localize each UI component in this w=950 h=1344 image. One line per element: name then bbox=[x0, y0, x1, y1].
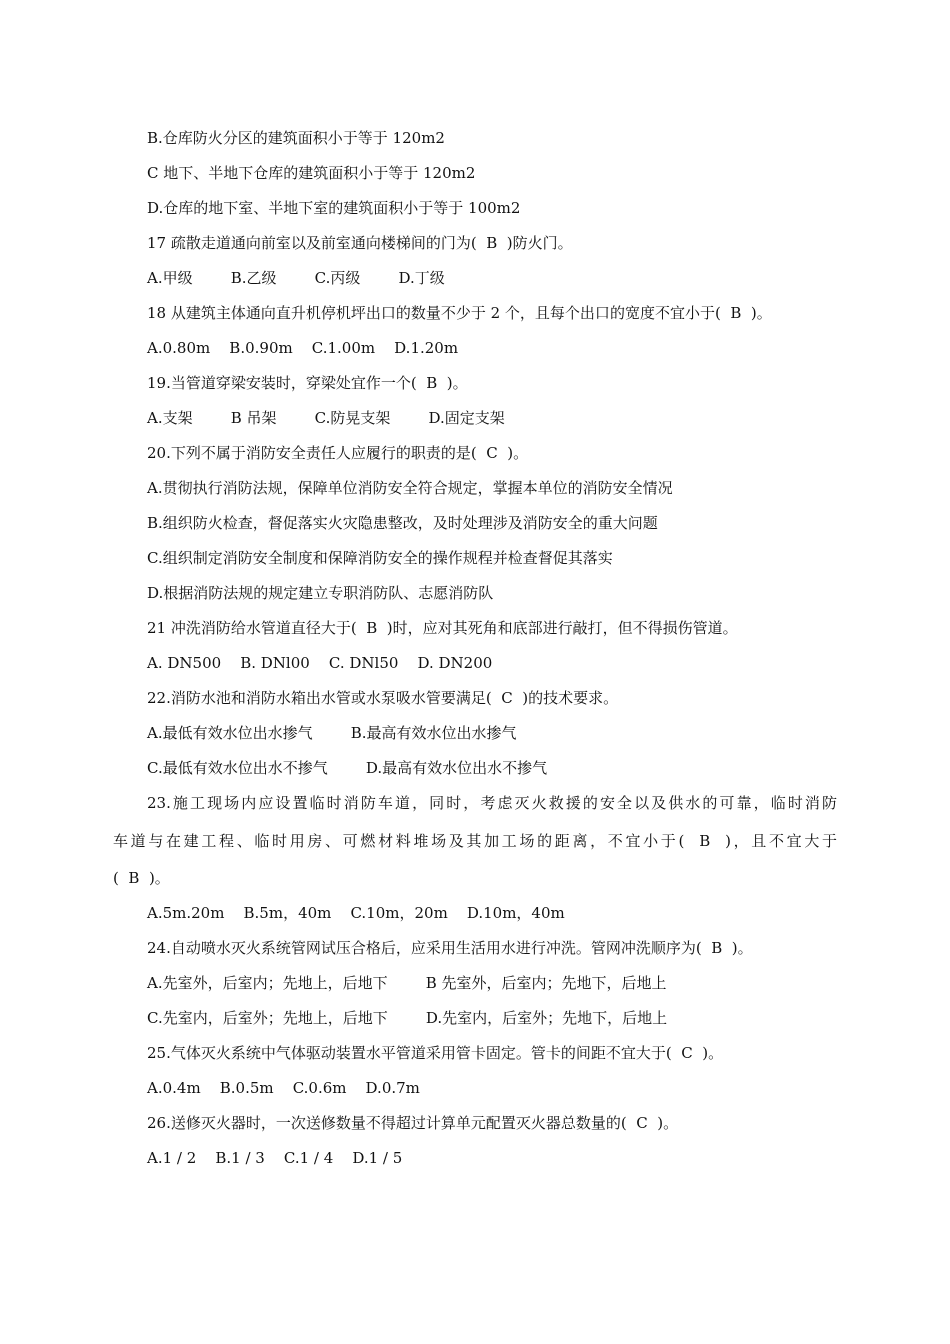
options-26: A.1 / 2 B.1 / 3 C.1 / 4 D.1 / 5 bbox=[147, 1149, 403, 1167]
option-line: D.根据消防法规的规定建立专职消防队、志愿消防队 bbox=[147, 584, 494, 602]
question-23-line-2: 车道与在建工程、临时用房、可燃材料堆场及其加工场的距离，不宜小于( B )，且不宜大于 bbox=[113, 832, 837, 850]
question-26: 26.送修灭火器时，一次送修数量不得超过计算单元配置灭火器总数量的( C )。 bbox=[147, 1114, 679, 1132]
question-22: 22.消防水池和消防水箱出水管或水泵吸水管要满足( C )的技术要求。 bbox=[147, 689, 619, 707]
option-line: B.仓库防火分区的建筑面积小于等于 120m2 bbox=[147, 129, 445, 147]
question-25: 25.气体灭火系统中气体驱动装置水平管道采用管卡固定。管卡的间距不宜大于( C )。 bbox=[147, 1044, 724, 1062]
question-21: 21 冲洗消防给水管道直径大于( B )时，应对其死角和底部进行敲打，但不得损伤管道。 bbox=[147, 619, 738, 637]
option-line: A.先室外，后室内；先地上，后地下 B 先室外，后室内；先地下，后地上 bbox=[147, 974, 667, 992]
options-19: A.支架 B 吊架 C.防晃支架 D.固定支架 bbox=[147, 409, 505, 427]
options-25: A.0.4m B.0.5m C.0.6m D.0.7m bbox=[147, 1079, 420, 1097]
question-19: 19.当管道穿梁安装时，穿梁处宜作一个( B )。 bbox=[147, 374, 468, 392]
question-24: 24.自动喷水灭火系统管网试压合格后，应采用生活用水进行冲洗。管网冲洗顺序为( B )。 bbox=[147, 939, 753, 957]
option-line: D.仓库的地下室、半地下室的建筑面积小于等于 100m2 bbox=[147, 199, 521, 217]
options-23: A.5m.20m B.5m，40m C.10m，20m D.10m，40m bbox=[147, 904, 565, 922]
option-line: C 地下、半地下仓库的建筑面积小于等于 120m2 bbox=[147, 164, 476, 182]
options-21: A. DN500 B. DNl00 C. DNl50 D. DN200 bbox=[147, 654, 493, 672]
option-line: C.组织制定消防安全制度和保障消防安全的操作规程并检查督促其落实 bbox=[147, 549, 613, 567]
question-23-line-1: 23.施工现场内应设置临时消防车道，同时，考虑灭火救援的安全以及供水的可靠，临时消防 bbox=[147, 794, 837, 812]
question-18: 18 从建筑主体通向直升机停机坪出口的数量不少于 2 个，且每个出口的宽度不宜小于( B )。 bbox=[147, 304, 772, 322]
option-line: A.最低有效水位出水掺气 B.最高有效水位出水掺气 bbox=[147, 724, 517, 742]
question-17: 17 疏散走道通向前室以及前室通向楼梯间的门为( B )防火门。 bbox=[147, 234, 573, 252]
option-line: C.最低有效水位出水不掺气 D.最高有效水位出水不掺气 bbox=[147, 759, 548, 777]
question-20: 20.下列不属于消防安全责任人应履行的职责的是( C )。 bbox=[147, 444, 529, 462]
question-23-line-3: ( B )。 bbox=[113, 869, 170, 887]
option-line: C.先室内，后室外；先地上，后地下 D.先室内，后室外；先地下，后地上 bbox=[147, 1009, 668, 1027]
options-18: A.0.80m B.0.90m C.1.00m D.1.20m bbox=[147, 339, 459, 357]
option-line: A.贯彻执行消防法规，保障单位消防安全符合规定，掌握本单位的消防安全情况 bbox=[147, 479, 673, 497]
options-17: A.甲级 B.乙级 C.丙级 D.丁级 bbox=[147, 269, 445, 287]
option-line: B.组织防火检查，督促落实火灾隐患整改，及时处理涉及消防安全的重大问题 bbox=[147, 514, 658, 532]
